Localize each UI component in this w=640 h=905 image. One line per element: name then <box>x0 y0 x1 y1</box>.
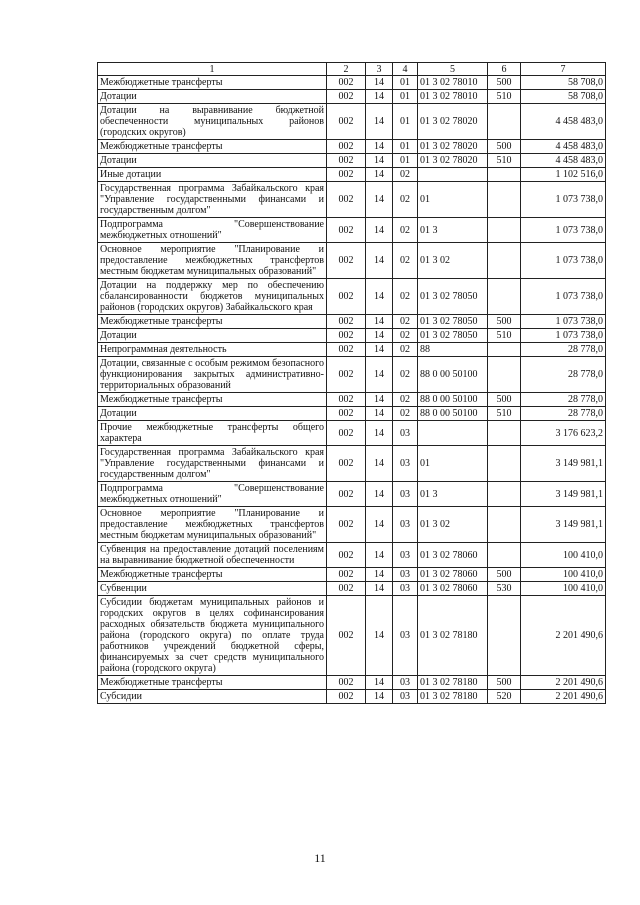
table-row <box>98 393 606 407</box>
target-article-cell: 88 0 00 50100 <box>418 357 488 393</box>
section-cell: 14 <box>366 393 393 407</box>
target-article-cell: 01 <box>418 446 488 482</box>
target-article-cell: 01 3 02 78060 <box>418 582 488 596</box>
table-header <box>98 63 606 76</box>
amount-cell: 1 073 738,0 <box>521 279 606 315</box>
section-cell: 14 <box>366 90 393 104</box>
amount-cell: 28 778,0 <box>521 343 606 357</box>
table-row <box>98 690 606 704</box>
table-row <box>98 407 606 421</box>
table-row <box>98 279 606 315</box>
expense-type-cell: 500 <box>488 393 521 407</box>
expense-type-cell <box>488 218 521 243</box>
target-article-cell <box>418 168 488 182</box>
target-article-cell: 01 3 02 78010 <box>418 90 488 104</box>
expense-type-cell: 510 <box>488 329 521 343</box>
expense-type-cell: 530 <box>488 582 521 596</box>
target-article-cell: 88 0 00 50100 <box>418 407 488 421</box>
subsection-cell: 02 <box>393 279 418 315</box>
name-cell: Дотации <box>98 329 327 343</box>
page-number: 11 <box>314 851 326 865</box>
amount-cell: 100 410,0 <box>521 568 606 582</box>
subsection-cell: 02 <box>393 243 418 279</box>
section-cell: 14 <box>366 343 393 357</box>
ministry-code-cell: 002 <box>327 168 366 182</box>
ministry-code-cell: 002 <box>327 407 366 421</box>
section-cell: 14 <box>366 329 393 343</box>
name-cell: Субсидии бюджетам муниципальных районов и городских округов в целях софинансирования расходных обязательств бюджета муниципального района (городского округа) по оплате труда работников учреждений бюджетной сферы, финансируемых за счет средств муниципального района (городского округа) <box>98 596 327 676</box>
name-cell: Межбюджетные трансферты <box>98 315 327 329</box>
name-cell: Дотации <box>98 154 327 168</box>
ministry-code-cell: 002 <box>327 104 366 140</box>
amount-cell: 1 102 516,0 <box>521 168 606 182</box>
amount-cell: 4 458 483,0 <box>521 154 606 168</box>
table-row <box>98 90 606 104</box>
section-cell: 14 <box>366 357 393 393</box>
name-cell: Субвенция на предоставление дотаций поселениям на выравнивание бюджетной обеспеченности <box>98 543 327 568</box>
name-cell: Прочие межбюджетные трансферты общего характера <box>98 421 327 446</box>
ministry-code-cell: 002 <box>327 543 366 568</box>
ministry-code-cell: 002 <box>327 218 366 243</box>
target-article-cell: 01 3 02 78180 <box>418 596 488 676</box>
subsection-cell: 02 <box>393 329 418 343</box>
table-row <box>98 154 606 168</box>
expense-type-cell <box>488 343 521 357</box>
ministry-code-cell: 002 <box>327 507 366 543</box>
table-row <box>98 507 606 543</box>
section-cell: 14 <box>366 482 393 507</box>
section-cell: 14 <box>366 76 393 90</box>
subsection-cell: 02 <box>393 343 418 357</box>
table-row <box>98 182 606 218</box>
expense-type-cell <box>488 543 521 568</box>
table-row <box>98 543 606 568</box>
table-row <box>98 582 606 596</box>
section-cell: 14 <box>366 568 393 582</box>
header-cell-expense-type: 6 <box>488 63 521 76</box>
section-cell: 14 <box>366 218 393 243</box>
section-cell: 14 <box>366 140 393 154</box>
table-row <box>98 218 606 243</box>
ministry-code-cell: 002 <box>327 315 366 329</box>
section-cell: 14 <box>366 407 393 421</box>
target-article-cell: 01 3 02 <box>418 507 488 543</box>
amount-cell: 2 201 490,6 <box>521 596 606 676</box>
amount-cell: 28 778,0 <box>521 357 606 393</box>
subsection-cell: 01 <box>393 76 418 90</box>
name-cell: Дотации на поддержку мер по обеспечению сбалансированности бюджетов муниципальных районов (городских округов) Забайкальского края <box>98 279 327 315</box>
target-article-cell: 88 <box>418 343 488 357</box>
table-row <box>98 168 606 182</box>
expense-type-cell <box>488 182 521 218</box>
table-row <box>98 596 606 676</box>
expense-type-cell: 500 <box>488 676 521 690</box>
subsection-cell: 03 <box>393 676 418 690</box>
ministry-code-cell: 002 <box>327 393 366 407</box>
subsection-cell: 03 <box>393 421 418 446</box>
table-row <box>98 343 606 357</box>
table-row <box>98 568 606 582</box>
expense-type-cell: 500 <box>488 568 521 582</box>
name-cell: Межбюджетные трансферты <box>98 393 327 407</box>
target-article-cell: 01 3 02 <box>418 243 488 279</box>
ministry-code-cell: 002 <box>327 182 366 218</box>
target-article-cell: 01 3 02 78050 <box>418 329 488 343</box>
ministry-code-cell: 002 <box>327 690 366 704</box>
subsection-cell: 03 <box>393 690 418 704</box>
expense-type-cell <box>488 482 521 507</box>
ministry-code-cell: 002 <box>327 329 366 343</box>
section-cell: 14 <box>366 154 393 168</box>
ministry-code-cell: 002 <box>327 279 366 315</box>
amount-cell: 1 073 738,0 <box>521 218 606 243</box>
target-article-cell: 01 3 02 78180 <box>418 676 488 690</box>
target-article-cell: 01 3 <box>418 482 488 507</box>
expense-type-cell <box>488 279 521 315</box>
name-cell: Непрограммная деятельность <box>98 343 327 357</box>
subsection-cell: 03 <box>393 568 418 582</box>
ministry-code-cell: 002 <box>327 596 366 676</box>
target-article-cell: 01 3 02 78050 <box>418 279 488 315</box>
target-article-cell: 01 <box>418 182 488 218</box>
target-article-cell: 01 3 02 78020 <box>418 140 488 154</box>
name-cell: Основное мероприятие "Планирование и предоставление межбюджетных трансфертов местным бюджетам муниципальных образований" <box>98 243 327 279</box>
table-row <box>98 315 606 329</box>
name-cell: Дотации на выравнивание бюджетной обеспеченности муниципальных районов (городских округов) <box>98 104 327 140</box>
section-cell: 14 <box>366 421 393 446</box>
target-article-cell: 01 3 02 78050 <box>418 315 488 329</box>
section-cell: 14 <box>366 690 393 704</box>
expense-type-cell <box>488 243 521 279</box>
subsection-cell: 03 <box>393 446 418 482</box>
ministry-code-cell: 002 <box>327 446 366 482</box>
target-article-cell <box>418 421 488 446</box>
subsection-cell: 02 <box>393 182 418 218</box>
name-cell: Государственная программа Забайкальского края "Управление государственными финансами и государственным долгом" <box>98 182 327 218</box>
amount-cell: 2 201 490,6 <box>521 676 606 690</box>
section-cell: 14 <box>366 243 393 279</box>
table-row <box>98 357 606 393</box>
expense-type-cell: 510 <box>488 90 521 104</box>
table-row <box>98 104 606 140</box>
table-row <box>98 76 606 90</box>
name-cell: Дотации <box>98 90 327 104</box>
table-body <box>98 76 606 704</box>
ministry-code-cell: 002 <box>327 76 366 90</box>
expense-type-cell: 510 <box>488 407 521 421</box>
table-row <box>98 446 606 482</box>
section-cell: 14 <box>366 596 393 676</box>
section-cell: 14 <box>366 582 393 596</box>
subsection-cell: 01 <box>393 104 418 140</box>
ministry-code-cell: 002 <box>327 421 366 446</box>
header-cell-section: 3 <box>366 63 393 76</box>
ministry-code-cell: 002 <box>327 568 366 582</box>
section-cell: 14 <box>366 315 393 329</box>
name-cell: Межбюджетные трансферты <box>98 76 327 90</box>
table-row <box>98 329 606 343</box>
name-cell: Подпрограмма "Совершенствование межбюджетных отношений" <box>98 482 327 507</box>
target-article-cell: 01 3 02 78010 <box>418 76 488 90</box>
subsection-cell: 03 <box>393 596 418 676</box>
ministry-code-cell: 002 <box>327 140 366 154</box>
amount-cell: 1 073 738,0 <box>521 182 606 218</box>
table-row <box>98 421 606 446</box>
subsection-cell: 03 <box>393 582 418 596</box>
section-cell: 14 <box>366 279 393 315</box>
section-cell: 14 <box>366 676 393 690</box>
amount-cell: 3 149 981,1 <box>521 446 606 482</box>
expense-type-cell: 500 <box>488 140 521 154</box>
header-cell-subsection: 4 <box>393 63 418 76</box>
ministry-code-cell: 002 <box>327 243 366 279</box>
ministry-code-cell: 002 <box>327 90 366 104</box>
ministry-code-cell: 002 <box>327 482 366 507</box>
target-article-cell: 01 3 <box>418 218 488 243</box>
section-cell: 14 <box>366 446 393 482</box>
name-cell: Межбюджетные трансферты <box>98 140 327 154</box>
expense-type-cell <box>488 507 521 543</box>
amount-cell: 2 201 490,6 <box>521 690 606 704</box>
amount-cell: 1 073 738,0 <box>521 315 606 329</box>
table-row <box>98 243 606 279</box>
subsection-cell: 02 <box>393 393 418 407</box>
name-cell: Государственная программа Забайкальского края "Управление государственными финансами и государственным долгом" <box>98 446 327 482</box>
name-cell: Межбюджетные трансферты <box>98 568 327 582</box>
amount-cell: 1 073 738,0 <box>521 329 606 343</box>
amount-cell: 3 149 981,1 <box>521 507 606 543</box>
amount-cell: 4 458 483,0 <box>521 140 606 154</box>
ministry-code-cell: 002 <box>327 357 366 393</box>
expense-type-cell: 520 <box>488 690 521 704</box>
name-cell: Иные дотации <box>98 168 327 182</box>
subsection-cell: 02 <box>393 407 418 421</box>
header-cell-amount: 7 <box>521 63 606 76</box>
table-row <box>98 676 606 690</box>
header-cell-target-article: 5 <box>418 63 488 76</box>
subsection-cell: 02 <box>393 218 418 243</box>
name-cell: Дотации, связанные с особым режимом безопасного функционирования закрытых административно-территориальных образований <box>98 357 327 393</box>
amount-cell: 100 410,0 <box>521 543 606 568</box>
subsection-cell: 01 <box>393 140 418 154</box>
subsection-cell: 03 <box>393 507 418 543</box>
expense-type-cell <box>488 357 521 393</box>
name-cell: Подпрограмма "Совершенствование межбюджетных отношений" <box>98 218 327 243</box>
name-cell: Субсидии <box>98 690 327 704</box>
expense-type-cell <box>488 446 521 482</box>
ministry-code-cell: 002 <box>327 343 366 357</box>
subsection-cell: 02 <box>393 168 418 182</box>
name-cell: Дотации <box>98 407 327 421</box>
target-article-cell: 01 3 02 78020 <box>418 154 488 168</box>
amount-cell: 58 708,0 <box>521 76 606 90</box>
amount-cell: 28 778,0 <box>521 407 606 421</box>
name-cell: Межбюджетные трансферты <box>98 676 327 690</box>
header-cell-name: 1 <box>98 63 327 76</box>
target-article-cell: 01 3 02 78020 <box>418 104 488 140</box>
target-article-cell: 01 3 02 78060 <box>418 568 488 582</box>
expense-type-cell: 510 <box>488 154 521 168</box>
subsection-cell: 03 <box>393 482 418 507</box>
amount-cell: 3 176 623,2 <box>521 421 606 446</box>
target-article-cell: 01 3 02 78060 <box>418 543 488 568</box>
amount-cell: 28 778,0 <box>521 393 606 407</box>
ministry-code-cell: 002 <box>327 676 366 690</box>
subsection-cell: 02 <box>393 315 418 329</box>
ministry-code-cell: 002 <box>327 154 366 168</box>
amount-cell: 100 410,0 <box>521 582 606 596</box>
target-article-cell: 01 3 02 78180 <box>418 690 488 704</box>
expense-type-cell <box>488 168 521 182</box>
amount-cell: 1 073 738,0 <box>521 243 606 279</box>
expense-type-cell: 500 <box>488 315 521 329</box>
expense-type-cell <box>488 421 521 446</box>
expense-type-cell <box>488 104 521 140</box>
section-cell: 14 <box>366 182 393 218</box>
section-cell: 14 <box>366 104 393 140</box>
budget-table <box>97 62 606 704</box>
section-cell: 14 <box>366 507 393 543</box>
subsection-cell: 02 <box>393 357 418 393</box>
table-row <box>98 482 606 507</box>
amount-cell: 4 458 483,0 <box>521 104 606 140</box>
section-cell: 14 <box>366 543 393 568</box>
header-row <box>98 63 606 76</box>
expense-type-cell <box>488 596 521 676</box>
amount-cell: 3 149 981,1 <box>521 482 606 507</box>
subsection-cell: 01 <box>393 154 418 168</box>
ministry-code-cell: 002 <box>327 582 366 596</box>
amount-cell: 58 708,0 <box>521 90 606 104</box>
name-cell: Основное мероприятие "Планирование и предоставление межбюджетных трансфертов местным бюджетам муниципальных образований" <box>98 507 327 543</box>
table-row <box>98 140 606 154</box>
name-cell: Субвенции <box>98 582 327 596</box>
expense-type-cell: 500 <box>488 76 521 90</box>
subsection-cell: 03 <box>393 543 418 568</box>
section-cell: 14 <box>366 168 393 182</box>
header-cell-ministry: 2 <box>327 63 366 76</box>
subsection-cell: 01 <box>393 90 418 104</box>
target-article-cell: 88 0 00 50100 <box>418 393 488 407</box>
